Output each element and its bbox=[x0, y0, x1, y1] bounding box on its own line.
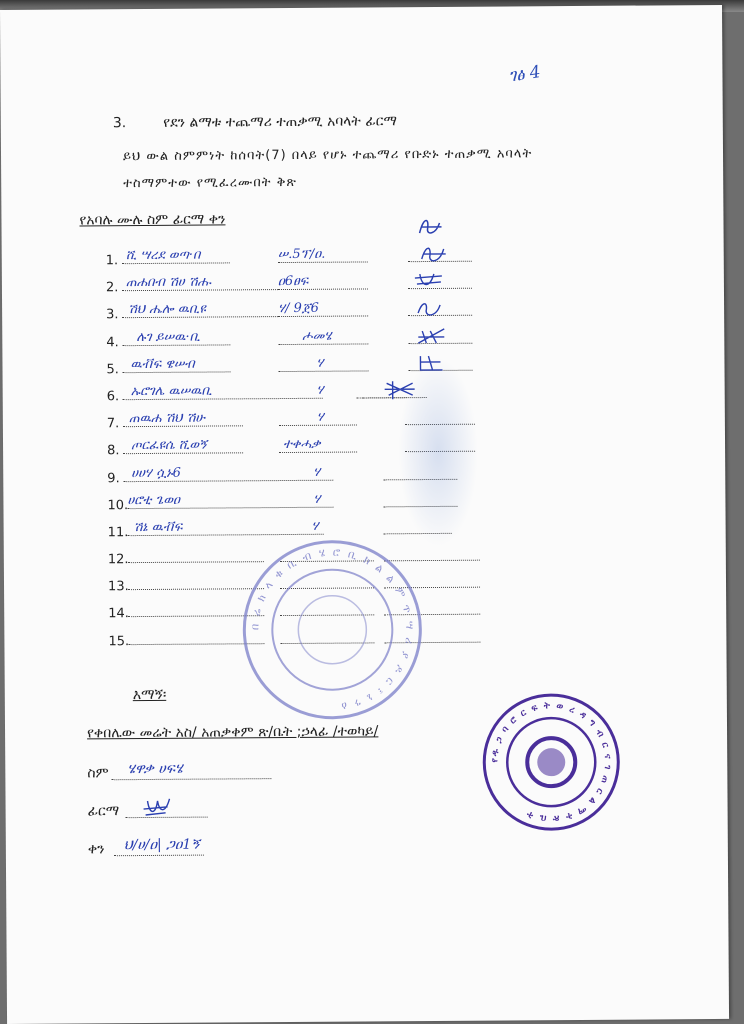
name-handwritten: ሄዋቃ ሀፍሄ bbox=[127, 760, 183, 778]
member-name-handwritten: ኡሮገሌ ዉሠዉቢ bbox=[130, 383, 212, 400]
row-number: 7. bbox=[106, 416, 120, 432]
row-number: 13. bbox=[107, 579, 129, 595]
row-number: 1. bbox=[105, 253, 119, 269]
receiver-signature-mark bbox=[139, 795, 173, 819]
member-signature-mark bbox=[412, 270, 446, 292]
row-number: 11. bbox=[107, 524, 129, 541]
member-name-handwritten: ሽኔ ዉቭፍ bbox=[133, 519, 183, 535]
official-stamp-text: የዱ ጋ ባ ሮ ር ፍ ት ወ ረ ዳ ግ ብ ር ና ገ ጠ ር ል ማ ት ጽ ቤ ት bbox=[490, 701, 613, 824]
row-number: 9. bbox=[107, 470, 120, 486]
row-number: 4. bbox=[106, 334, 119, 350]
intro-line: ይህ ውል ስምምነት ከሰባት(7) በላይ የሆኑ ተጨማሪ የቡድኑ ተጠቃሚ አባላት bbox=[122, 146, 533, 165]
member-date-handwritten: ሃ bbox=[313, 491, 321, 507]
member-date-handwritten: ሃ bbox=[313, 464, 321, 480]
member-signature-mark bbox=[414, 324, 448, 346]
member-date-handwritten: ዐ6ፀፍ bbox=[277, 274, 309, 290]
member-signature-mark bbox=[412, 297, 446, 319]
member-name-handwritten: ሉገ ይሠዉ·ቢ bbox=[136, 329, 200, 345]
table-header: የአባሉ ሙሉ ስም ፊርማ ቀን bbox=[79, 211, 226, 229]
receiver-signature-field bbox=[88, 803, 120, 819]
section-title: የደን ልማቱ ተጨማሪ ተጠቃሚ አባላት ፊርማ bbox=[163, 113, 397, 131]
member-name-handwritten: ጠሐበብ ሽሀ ሽሑ bbox=[125, 274, 212, 291]
receiver-name-field bbox=[87, 760, 183, 782]
member-date-handwritten: ሖመሄ bbox=[302, 328, 332, 344]
name-label: ስም bbox=[87, 765, 109, 782]
row-number: 8. bbox=[107, 443, 120, 459]
receiver-date-field bbox=[87, 836, 200, 858]
member-name-handwritten: ዉቭፍ ዌሠብ bbox=[130, 356, 195, 372]
member-name-handwritten: ሀሮቲ ጌወዐ bbox=[127, 492, 181, 508]
row-number: 10. bbox=[107, 497, 129, 513]
row-number: 6. bbox=[106, 389, 120, 405]
intro-line: ተስማምተው የሚፈረሙበት ቅጽ bbox=[123, 174, 297, 192]
member-name-handwritten: ሽህ ሔሎ ዉቢዩ bbox=[128, 301, 206, 318]
member-date-handwritten: ሃ bbox=[316, 382, 324, 398]
row-number: 3. bbox=[106, 307, 119, 323]
row-number: 14. bbox=[108, 606, 129, 622]
row-number: 2. bbox=[105, 280, 119, 296]
member-date-handwritten: ሃ bbox=[311, 518, 319, 534]
member-date-handwritten: ሃ/ 9ጀ6 bbox=[278, 301, 319, 317]
header-signature-mark bbox=[415, 215, 445, 239]
section-heading bbox=[113, 113, 397, 131]
member-date-handwritten: ሃ bbox=[316, 409, 324, 425]
witness-title: እማኝ፡ bbox=[132, 686, 167, 704]
member-date-handwritten: ተቀሓቃ bbox=[282, 437, 321, 453]
official-round-stamp bbox=[481, 692, 622, 833]
section-number: 3. bbox=[112, 115, 127, 132]
row-number: 15. bbox=[108, 633, 130, 649]
receiver-title: የቀበሌው መሬት አስ/ አጠቃቀም ጽ/ቤት ;ኃላፊ /ተወካይ/ bbox=[86, 723, 379, 742]
date-dots bbox=[114, 855, 204, 857]
signature-label: ፊርማ bbox=[87, 803, 120, 820]
member-date-handwritten: ሃ bbox=[316, 355, 324, 371]
member-name-handwritten: ጦርፈዩሴ ሺወኝ bbox=[130, 437, 207, 454]
row-number: 12. bbox=[107, 552, 129, 568]
ink-smear bbox=[397, 357, 478, 548]
handwritten-page-number: ገፅ 4 bbox=[507, 62, 542, 87]
document-page bbox=[0, 5, 729, 1024]
member-name-handwritten: ሀሀሃ ሷኑ6 bbox=[131, 465, 181, 481]
date-label: ቀን bbox=[87, 841, 105, 858]
intro-paragraph bbox=[123, 139, 663, 197]
row-number: 5. bbox=[106, 361, 119, 378]
member-name-handwritten: ሺ ሣረደ ወጣ·በ bbox=[125, 247, 201, 264]
member-name-handwritten: ጠዉሐ ሽህ ሽሁ bbox=[128, 410, 206, 427]
member-list bbox=[105, 246, 332, 657]
pale-round-stamp bbox=[240, 537, 425, 722]
pale-stamp-text: በ ሬ ክ ላ ቁ ቢ ብ ሄ ሮ ቢ ክ ል ል ም ጥ ሣ ሪ ያ ዶ ር ፣ ኔ ን ዕ bbox=[248, 545, 417, 714]
date-handwritten: ህ/ሀ/ዐ| ጋዐ1ኝ bbox=[123, 836, 200, 854]
member-date-handwritten: ሠ.5ፕ/ዐ. bbox=[277, 246, 326, 263]
member-signature-mark bbox=[418, 243, 452, 265]
name-dots bbox=[111, 778, 271, 780]
